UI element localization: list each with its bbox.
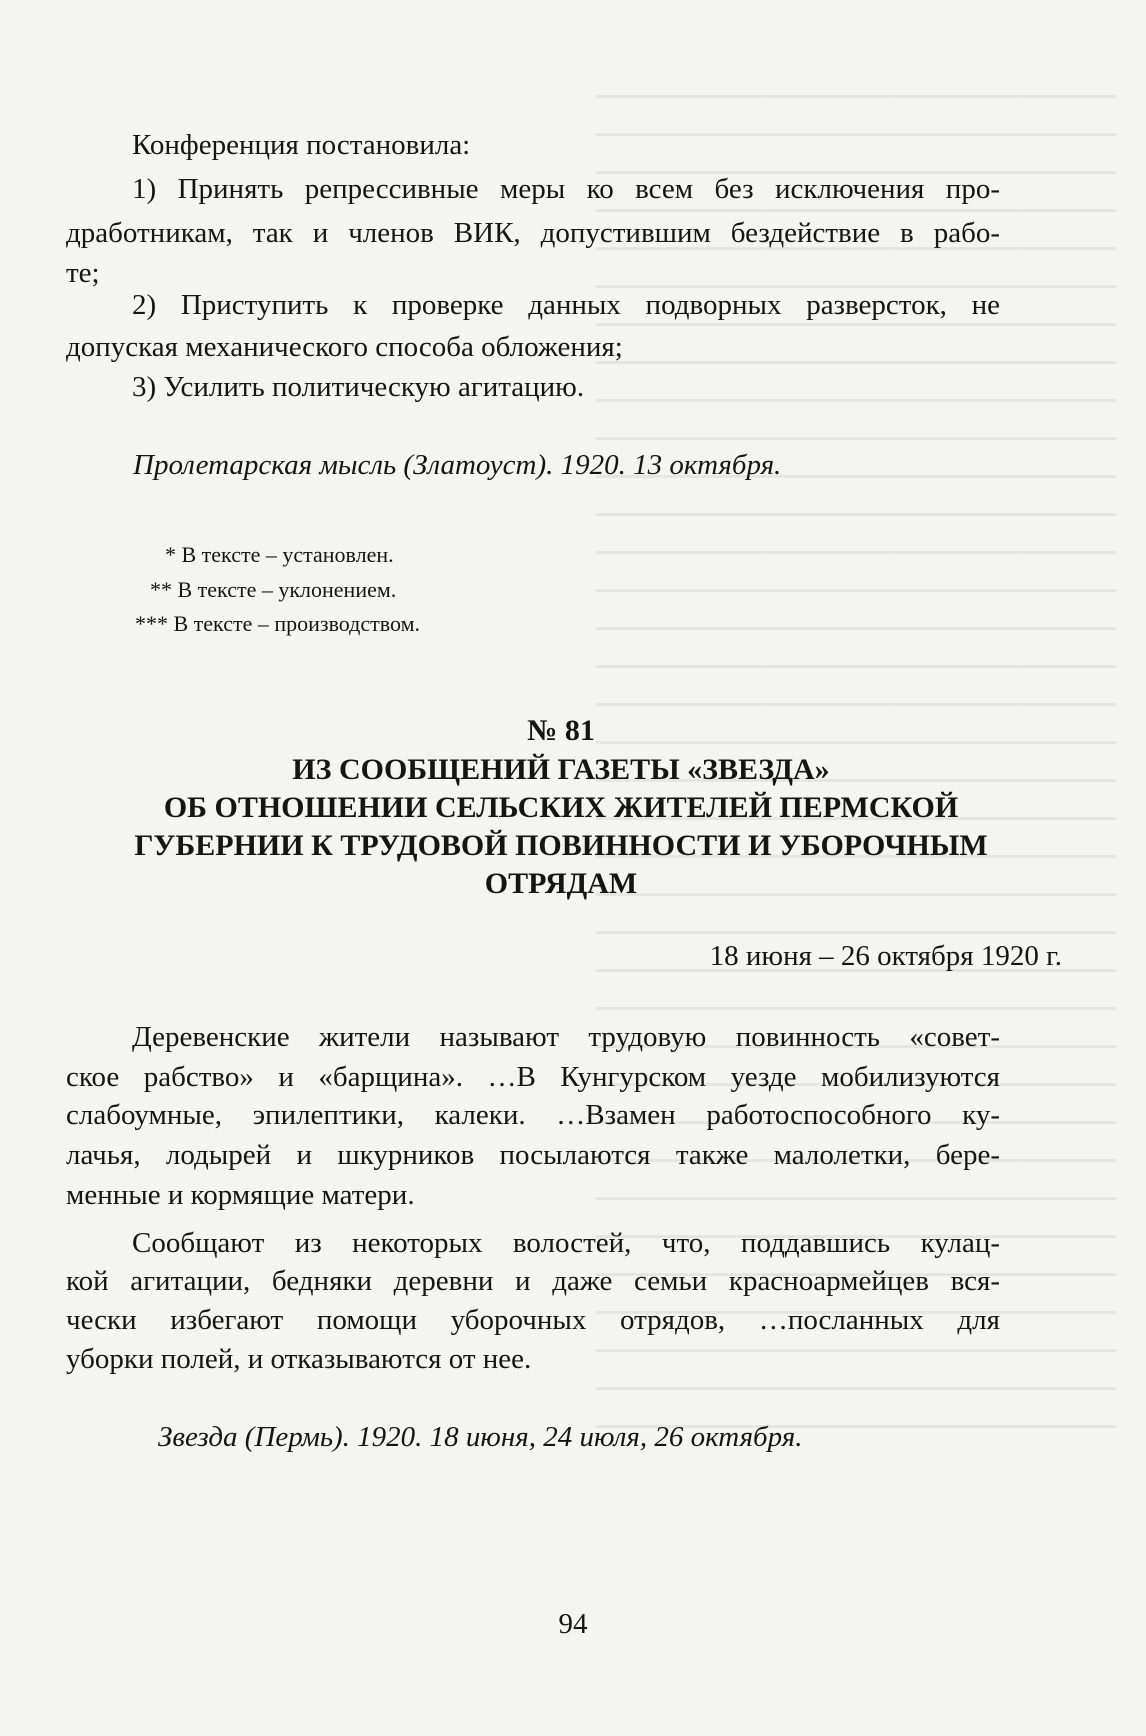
text-line: 2) Приступить к проверке данных подворных разверсток, не [132,289,1000,321]
footnote: * В тексте – установлен. [165,542,394,567]
document-title-line: ИЗ СООБЩЕНИЙ ГАЗЕТЫ «ЗВЕЗДА» [292,753,830,786]
text-line: те; [66,257,100,289]
text-line: лачья, лодырей и шкурников посылаются также малолетки, бере- [66,1139,1000,1171]
document-title-line: ГУБЕРНИИ К ТРУДОВОЙ ПОВИННОСТИ И УБОРОЧНЫМ [134,829,988,862]
text-line: менные и кормящие матери. [66,1179,415,1211]
text-line: Деревенские жители называют трудовую повинность «совет- [132,1021,1000,1053]
text-line: слабоумные, эпилептики, калеки. …Взамен работоспособного ку- [66,1099,1000,1131]
text-line: допуская механического способа обложения; [66,331,623,363]
text-line: кой агитации, бедняки деревни и даже семьи красноармейцев вся- [66,1265,1000,1297]
text-line: чески избегают помощи уборочных отрядов, …посланных для [66,1304,1000,1336]
text-line: ское рабство» и «барщина». …В Кунгурском уезде мобилизуются [66,1061,1000,1093]
text-line: 3) Усилить политическую агитацию. [132,371,585,403]
document-title-line: ОБ ОТНОШЕНИИ СЕЛЬСКИХ ЖИТЕЛЕЙ ПЕРМСКОЙ [163,791,959,824]
document-number: № 81 [527,714,595,747]
document-date: 18 июня – 26 октября 1920 г. [709,940,1062,972]
text-line: Конференция постановила: [132,129,471,161]
source-citation: Звезда (Пермь). 1920. 18 июня, 24 июля, 26 октября. [158,1421,803,1453]
footnote: ** В тексте – уклонением. [150,577,397,602]
text-line: уборки полей, и отказываются от нее. [66,1343,532,1375]
page-number: 94 [558,1608,588,1640]
source-citation: Пролетарская мысль (Златоуст). 1920. 13 октября. [133,449,782,481]
text-line: Сообщают из некоторых волостей, что, поддавшись кулац- [132,1227,1000,1259]
document-title-line: ОТРЯДАМ [484,867,638,900]
footnote: *** В тексте – производством. [135,611,420,636]
text-line: 1) Принять репрессивные меры ко всем без исключения про- [132,173,1000,205]
text-line: дработникам, так и членов ВИК, допустившим бездействие в рабо- [66,217,1000,249]
